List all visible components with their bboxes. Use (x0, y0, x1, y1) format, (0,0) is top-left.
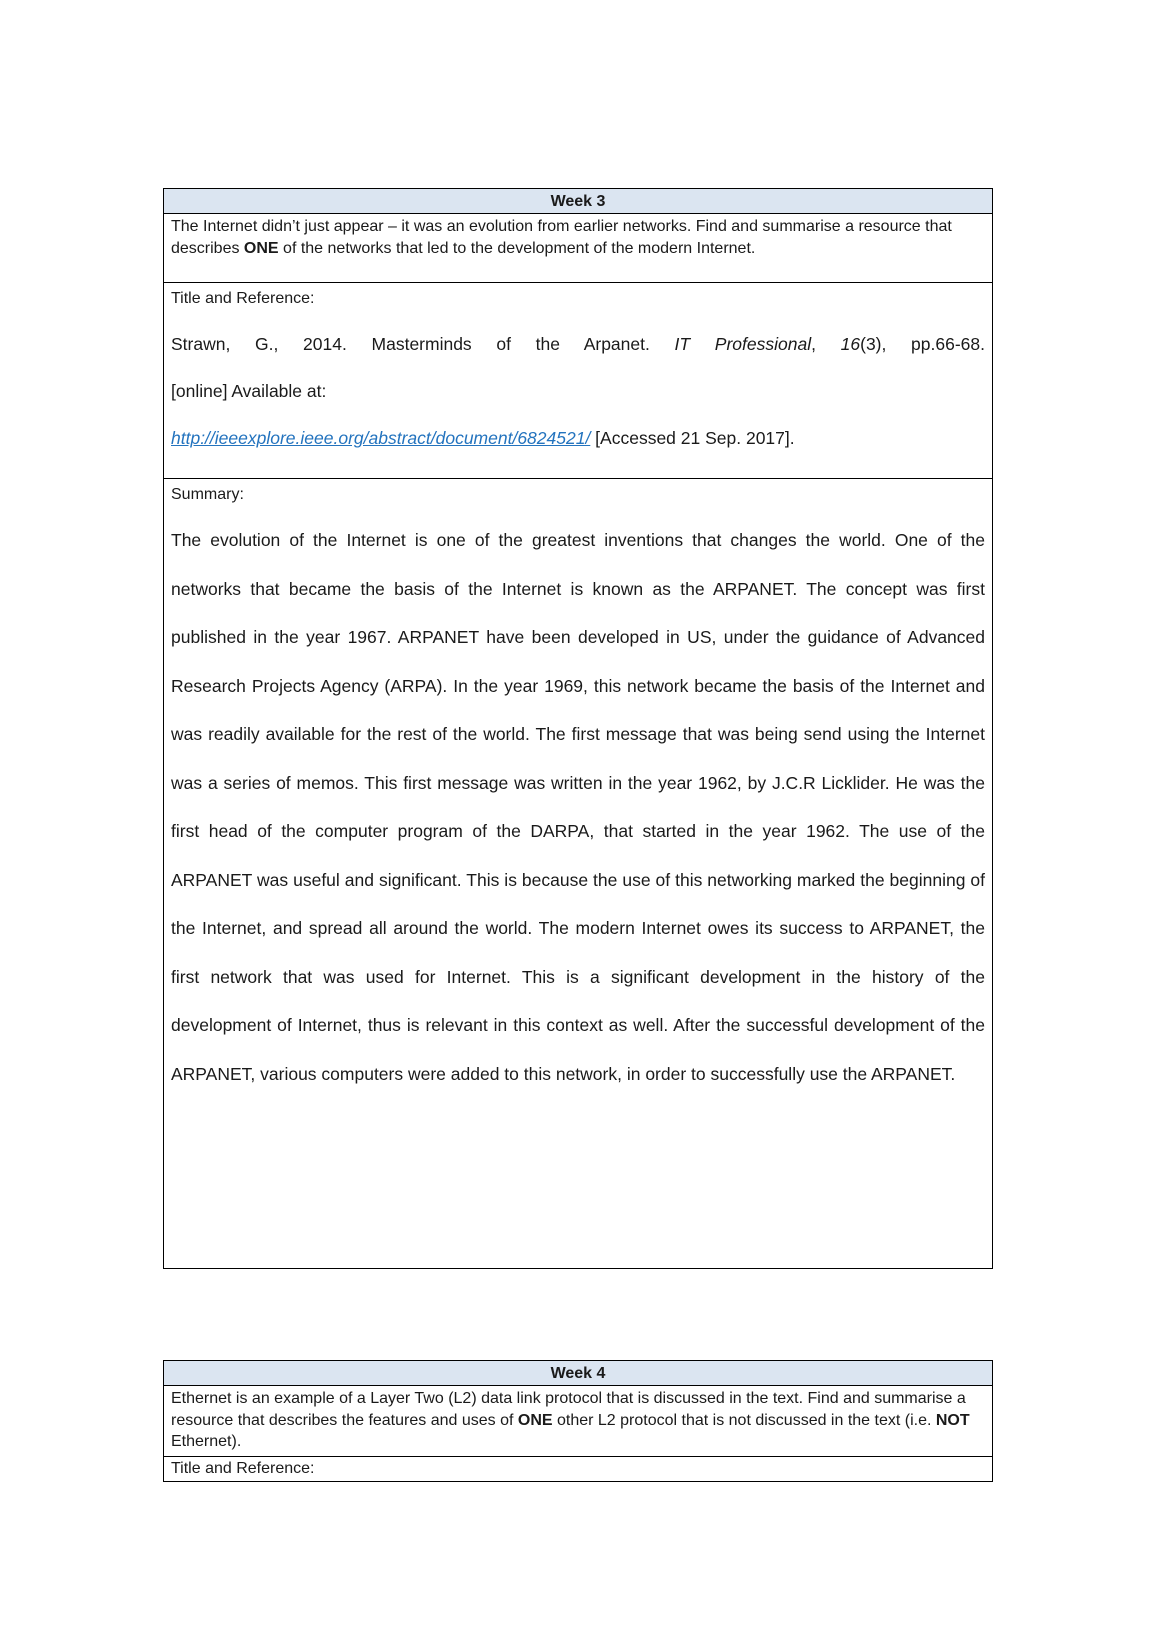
week3-prompt-bold-one: ONE (243, 239, 279, 257)
week4-prompt-row (164, 1385, 992, 1456)
citation-volume: 16 (840, 334, 861, 354)
week3-summary-label: Summary: (171, 486, 244, 503)
week4-prompt-bold-one: ONE (517, 1411, 553, 1429)
week4-header-label: Week 4 (550, 1365, 606, 1382)
citation-text-2: , (811, 334, 841, 354)
week3-reference-cell (164, 282, 992, 478)
citation-text-1: Strawn, G., 2014. Masterminds of the Arpanet. (171, 334, 675, 354)
week3-header-row (164, 189, 992, 213)
week4-table (163, 1360, 993, 1482)
citation-journal-name: IT Professional (674, 334, 812, 354)
week3-prompt-text-1: The Internet didn’t just appear – it was an evolution from earlier networks. Find and summarise a resource that describes (171, 218, 952, 257)
week4-reference-label: Title and Reference: (171, 1459, 315, 1477)
week3-online-line: [online] Available at: (171, 381, 327, 401)
citation-text-3: (3), pp.66-68. (860, 334, 986, 354)
week3-link-line (171, 426, 985, 450)
week4-prompt-text-2: other L2 protocol that is not discussed in the text (i.e. (552, 1411, 936, 1429)
week3-reference-label: Title and Reference: (171, 290, 315, 307)
week3-summary-cell (164, 478, 992, 1268)
accessed-date-text: [Accessed 21 Sep. 2017]. (590, 428, 795, 448)
week3-prompt-text-2: of the networks that led to the development of the modern Internet. (278, 239, 756, 257)
week3-table (163, 188, 993, 1269)
week4-prompt-text-1: Ethernet is an example of a Layer Two (L2) data link protocol that is discussed in the text. Find and summarise a resource that describes the features and uses of (171, 1390, 966, 1429)
reference-hyperlink[interactable]: http://ieeexplore.ieee.org/abstract/document/6824521/ (171, 428, 591, 448)
week3-prompt-row (164, 213, 992, 282)
week4-header-row (164, 1361, 992, 1385)
week4-reference-row (164, 1456, 992, 1481)
week4-prompt-text-3: Ethernet). (171, 1433, 242, 1450)
week3-header-label: Week 3 (550, 193, 606, 210)
week3-citation-line (171, 332, 985, 356)
week4-prompt-bold-not: NOT (935, 1411, 970, 1429)
week3-summary-body: The evolution of the Internet is one of the greatest inventions that changes the world. One of the networks that became the basis of the Internet is known as the ARPANET. The concept was first published in the year 1967. ARPANET have been developed in US, under the guidance of Advanced Research Projects Agency (ARPA). In the year 1969, this network became the basis of the Internet and was readily available for the rest of the world. The first message that was being send using the Internet was a series of memos. This first message was written in the year 1962, by J.C.R Licklider. He was the first head of the computer program of the DARPA, that started in the year 1962. The use of the ARPANET was useful and significant. This is because the use of this networking marked the beginning of the Internet, and spread all around the world. The modern Internet owes its success to ARPANET, the first network that was used for Internet. This is a significant development in the history of the development of Internet, thus is relevant in this context as well. After the successful development of the ARPANET, various computers were added to this network, in order to successfully use the ARPANET. (171, 530, 985, 1084)
